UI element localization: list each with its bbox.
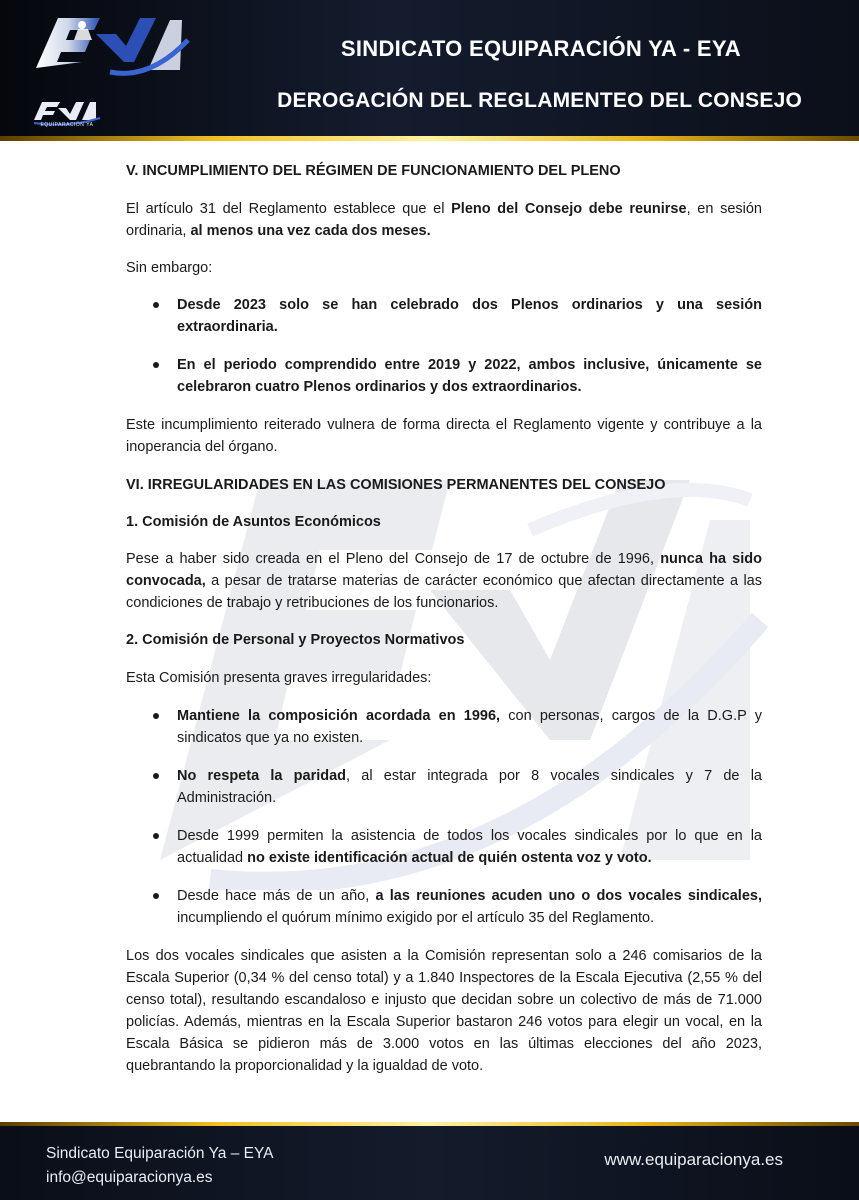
text-run: con personas, cargos de la D.G.P y sindicatos que ya no existen. (177, 708, 762, 746)
bold-run: Pleno del Consejo debe reunirse (451, 201, 687, 217)
text-run: a pesar de tratarse materias de carácter económico que afectan directamente a las condiciones de trabajo y retribuciones de los funcionarios. (126, 573, 762, 611)
text-run: , al estar integrada por 8 vocales sindicales y 7 de la Administración. (177, 768, 762, 806)
text-run: , en sesión ordinaria, (126, 201, 762, 239)
section-v-heading: V. INCUMPLIMIENTO DEL RÉGIMEN DE FUNCIONAMIENTO DEL PLENO (126, 163, 621, 179)
footer-contact (46, 1142, 273, 1190)
logo-caption: EQUIPARACIÓN YA (40, 122, 94, 128)
subsection-2-heading: 2. Comisión de Personal y Proyectos Normativos (126, 632, 465, 648)
text-run: Pese a haber sido creada en el Pleno del Consejo de 17 de octubre de 1996, (126, 551, 661, 567)
section-v-bullet-list (126, 294, 762, 398)
list-item: En el periodo comprendido entre 2019 y 2022, ambos inclusive, únicamente se celebraron cuatro Plenos ordinarios y dos extraordinarios. (126, 354, 762, 398)
bold-run: Mantiene la composición acordada en 1996, (177, 708, 501, 724)
list-item: Desde 2023 solo se han celebrado dos Plenos ordinarios y una sesión extraordinaria. (126, 294, 762, 338)
section-v-paragraph-2: Sin embargo: (126, 260, 213, 276)
header-gold-stripe (0, 136, 859, 141)
document-body (126, 160, 762, 1077)
bold-run: No respeta la paridad (177, 768, 347, 784)
text-run: incumpliendo el quórum mínimo exigido por el artículo 35 del Reglamento. (177, 910, 655, 926)
footer-gold-stripe (0, 1122, 859, 1126)
list-item (126, 705, 762, 749)
header-subtitle: DEROGACIÓN DEL REGLAMENTEO DEL CONSEJO (277, 89, 802, 112)
footer-org-name: Sindicato Equiparación Ya – EYA (46, 1145, 274, 1162)
bold-run: nunca ha sido convocada, (126, 551, 762, 589)
list-item (126, 825, 762, 869)
section-v-paragraph-3: Este incumplimiento reiterado vulnera de forma directa el Reglamento vigente y contribuye a la inoperancia del órgano. (126, 417, 762, 455)
section-v-paragraph-1 (126, 198, 762, 242)
subsection-2-closing-paragraph: Los dos vocales sindicales que asisten a la Comisión representan solo a 246 comisarios de la Escala Superior (0,34 % del censo total) y a 1.840 Inspectores de la Escala Ejecutiva (2,55 % del censo total), resultando escandaloso e injusto que decidan sobre un colectivo de más de 71.000 policías. Además, mientras en la Escala Superior bastaron 246 votos para elegir un vocal, en la Escala Básica se pidieron más de 3.000 votos en las últimas elecciones del año 2023, quebrantando la proporcionalidad y la igualdad de voto. (126, 948, 762, 1074)
page-header (0, 0, 859, 140)
section-vi-heading: VI. IRREGULARIDADES EN LAS COMISIONES PERMANENTES DEL CONSEJO (126, 477, 666, 493)
bold-run: no existe identificación actual de quién ostenta voz y voto. (247, 850, 652, 866)
bold-run: a las reuniones acuden uno o dos vocales sindicales, (375, 888, 762, 904)
text-run: Desde 1999 permiten la asistencia de todos los vocales sindicales por lo que en la actualidad (177, 828, 762, 866)
subsection-1-paragraph (126, 548, 762, 614)
text-run: Desde hace más de un año, (177, 888, 376, 904)
bold-run: al menos una vez cada dos meses. (190, 223, 431, 239)
footer-email[interactable]: info@equiparacionya.es (46, 1169, 213, 1186)
subsection-2-intro: Esta Comisión presenta graves irregularidades: (126, 670, 432, 686)
text-run: El artículo 31 del Reglamento establece que el (126, 201, 452, 217)
list-item (126, 885, 762, 929)
subsection-2-bullet-list (126, 705, 762, 929)
header-title: SINDICATO EQUIPARACIÓN YA - EYA (340, 36, 741, 61)
eya-logo (30, 10, 190, 80)
list-item (126, 765, 762, 809)
subsection-1-heading: 1. Comisión de Asuntos Económicos (126, 514, 381, 530)
footer-website-link[interactable]: www.equiparacionya.es (604, 1150, 783, 1169)
